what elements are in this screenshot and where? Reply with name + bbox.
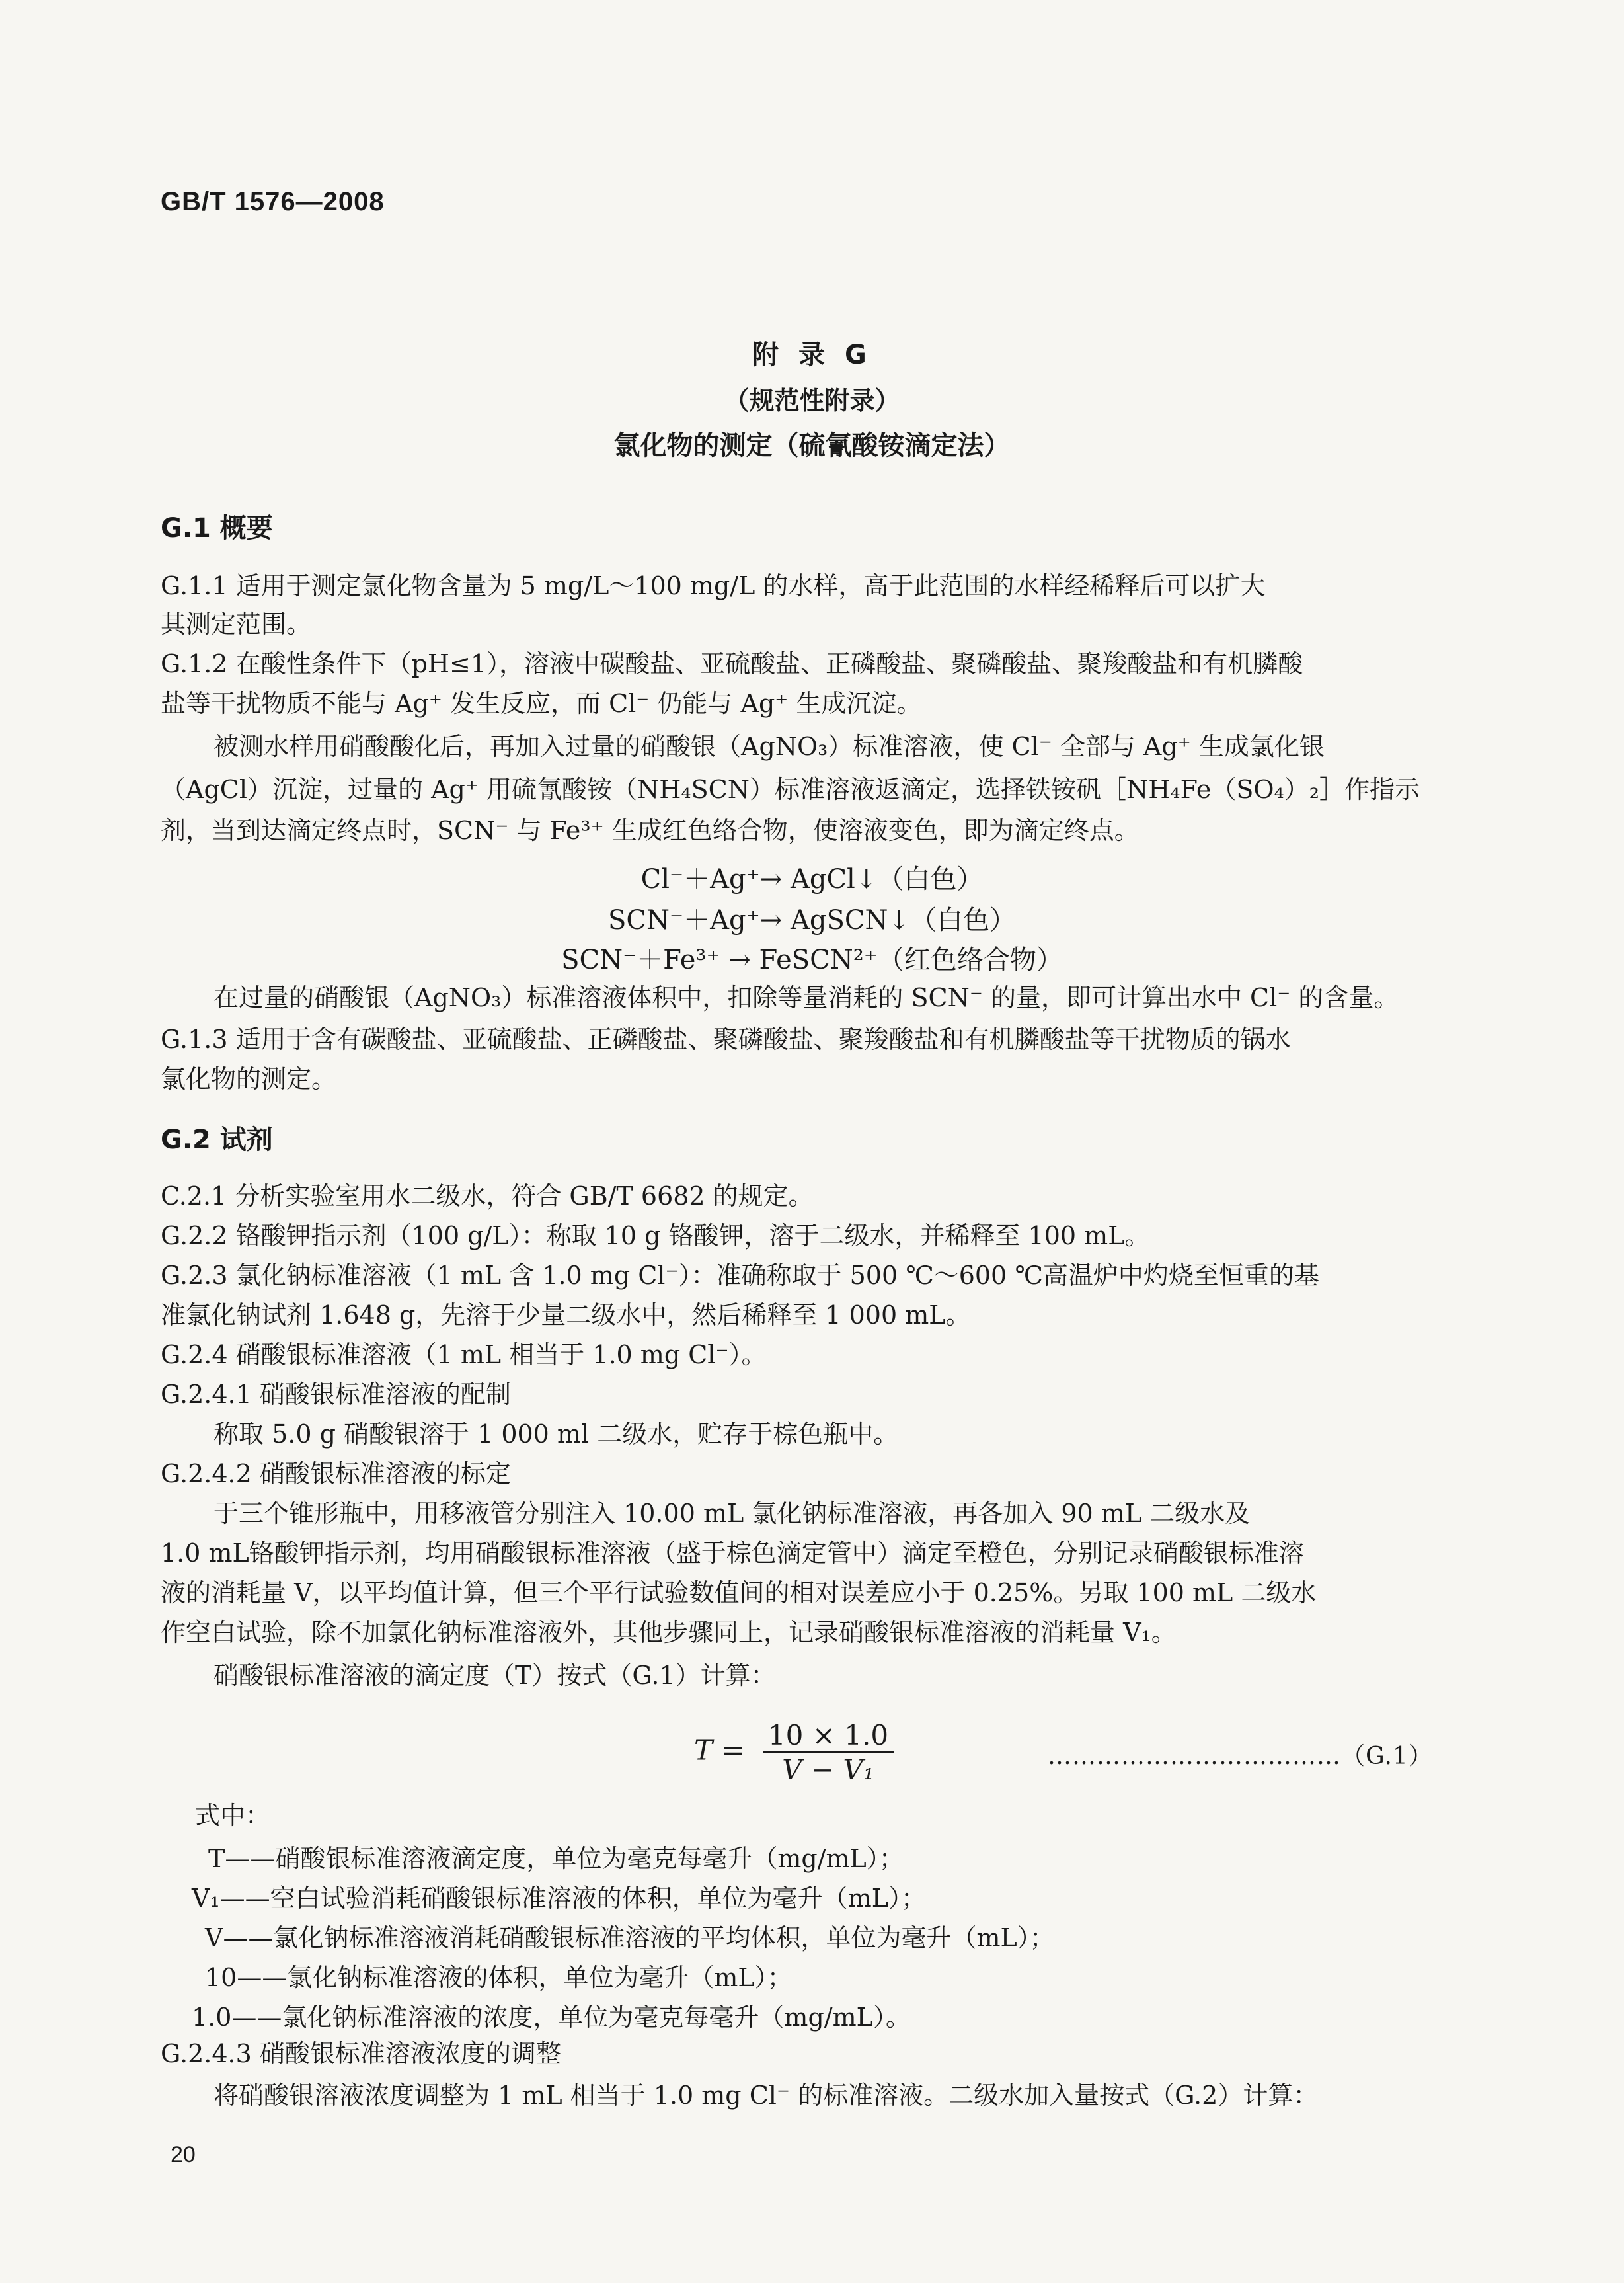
section-heading: G.1 概要	[161, 513, 273, 543]
formula-denominator: V − V₁	[782, 1753, 874, 1786]
paragraph-line: 被测水样用硝酸酸化后，再加入过量的硝酸银（AgNO₃）标准溶液，使 Cl⁻ 全部与 Ag⁺ 生成氯化银	[213, 732, 1325, 761]
subsection-heading: G.2.4.3 硝酸银标准溶液浓度的调整	[161, 2039, 561, 2068]
variable-definition: V₁——空白试验消耗硝酸银标准溶液的体积，单位为毫升（mL）；	[192, 1884, 926, 1913]
paragraph-line: 盐等干扰物质不能与 Ag⁺ 发生反应，而 Cl⁻ 仍能与 Ag⁺ 生成沉淀。	[161, 689, 922, 718]
subsection-heading: G.2.4.1 硝酸银标准溶液的配制	[161, 1380, 511, 1409]
annex-type: （规范性附录）	[724, 386, 900, 415]
where-label: 式中：	[195, 1801, 271, 1830]
document-header: GB/T 1576—2008	[161, 187, 385, 216]
reaction-equation: Cl⁻＋Ag⁺→ AgCl↓（白色）	[640, 864, 984, 895]
formula-fraction	[763, 1719, 894, 1786]
formula-g1	[694, 1719, 894, 1786]
section-heading: G.2 试剂	[161, 1125, 273, 1155]
paragraph-line: 氯化物的测定。	[161, 1064, 337, 1094]
subsection-heading: G.2.4.2 硝酸银标准溶液的标定	[161, 1459, 511, 1488]
paragraph-line: G.1.1 适用于测定氯化物含量为 5 mg/L～100 mg/L 的水样，高于此范围的水样经稀释后可以扩大	[161, 571, 1266, 600]
variable-definition: V——氯化钠标准溶液消耗硝酸银标准溶液的平均体积，单位为毫升（mL）；	[205, 1923, 1055, 1952]
paragraph-line: G.1.3 适用于含有碳酸盐、亚硫酸盐、正磷酸盐、聚磷酸盐、聚羧酸盐和有机膦酸盐等干扰物质的锅水	[161, 1025, 1291, 1054]
paragraph-line: 液的消耗量 V，以平均值计算，但三个平行试验数值间的相对误差应小于 0.25%。另取 100 mL 二级水	[161, 1578, 1317, 1607]
annex-subject: 氯化物的测定（硫氰酸铵滴定法）	[613, 430, 1011, 461]
paragraph-line: （AgCl）沉淀，过量的 Ag⁺ 用硫氰酸铵（NH₄SCN）标准溶液返滴定，选择铁铵矾［NH₄Fe（SO₄）₂］作指示	[161, 775, 1420, 804]
paragraph-line: 准氯化钠试剂 1.648 g，先溶于少量二级水中，然后稀释至 1 000 mL。	[161, 1301, 971, 1330]
paragraph-line: 1.0 mL铬酸钾指示剂，均用硝酸银标准溶液（盛于棕色滴定管中）滴定至橙色，分别记录硝酸银标准溶	[161, 1539, 1304, 1568]
variable-definition: 10——氯化钠标准溶液的体积，单位为毫升（mL）；	[205, 1963, 793, 1992]
paragraph-line: 硝酸银标准溶液的滴定度（T）按式（G.1）计算：	[213, 1661, 776, 1690]
paragraph-line: 其测定范围。	[161, 610, 312, 639]
formula-numerator: 10 × 1.0	[763, 1719, 894, 1753]
paragraph-line: G.2.2 铬酸钾指示剂（100 g/L）：称取 10 g 铬酸钾，溶于二级水，并稀释至 100 mL。	[161, 1221, 1150, 1250]
paragraph-line: 称取 5.0 g 硝酸银溶于 1 000 ml 二级水，贮存于棕色瓶中。	[213, 1420, 899, 1449]
paragraph-line: 在过量的硝酸银（AgNO₃）标准溶液体积中，扣除等量消耗的 SCN⁻ 的量，即可计算出水中 Cl⁻ 的含量。	[213, 983, 1399, 1012]
annex-title: 附 录 G	[752, 340, 872, 370]
formula-reference: ………………………………（G.1）	[1048, 1743, 1433, 1770]
paragraph-line: 剂，当到达滴定终点时，SCN⁻ 与 Fe³⁺ 生成红色络合物，使溶液变色，即为滴定终点。	[161, 816, 1140, 845]
paragraph-line: G.2.3 氯化钠标准溶液（1 mL 含 1.0 mg Cl⁻）：准确称取于 500 ℃～600 ℃高温炉中灼烧至恒重的基	[161, 1261, 1319, 1290]
paragraph-line: 作空白试验，除不加氯化钠标准溶液外，其他步骤同上，记录硝酸银标准溶液的消耗量 V₁。	[161, 1618, 1177, 1647]
paragraph-line: G.2.4 硝酸银标准溶液（1 mL 相当于 1.0 mg Cl⁻）。	[161, 1340, 767, 1369]
reaction-equation: SCN⁻＋Fe³⁺ → FeSCN²⁺（红色络合物）	[561, 945, 1063, 975]
reaction-equation: SCN⁻＋Ag⁺→ AgSCN↓（白色）	[608, 905, 1016, 936]
paragraph-line: C.2.1 分析实验室用水二级水，符合 GB/T 6682 的规定。	[161, 1182, 814, 1211]
formula-lhs: T =	[694, 1734, 745, 1767]
paragraph-line: G.1.2 在酸性条件下（pH≤1），溶液中碳酸盐、亚硫酸盐、正磷酸盐、聚磷酸盐、聚羧酸盐和有机膦酸	[161, 649, 1303, 678]
variable-definition: 1.0——氯化钠标准溶液的浓度，单位为毫克每毫升（mg/mL）。	[192, 2003, 911, 2032]
variable-definition: T——硝酸银标准溶液滴定度，单位为毫克每毫升（mg/mL）；	[208, 1844, 904, 1873]
paragraph-line: 将硝酸银溶液浓度调整为 1 mL 相当于 1.0 mg Cl⁻ 的标准溶液。二级水加入量按式（G.2）计算：	[213, 2081, 1319, 2110]
paragraph-line: 于三个锥形瓶中，用移液管分别注入 10.00 mL 氯化钠标准溶液，再各加入 90 mL 二级水及	[213, 1499, 1251, 1528]
page-number: 20	[171, 2142, 196, 2167]
